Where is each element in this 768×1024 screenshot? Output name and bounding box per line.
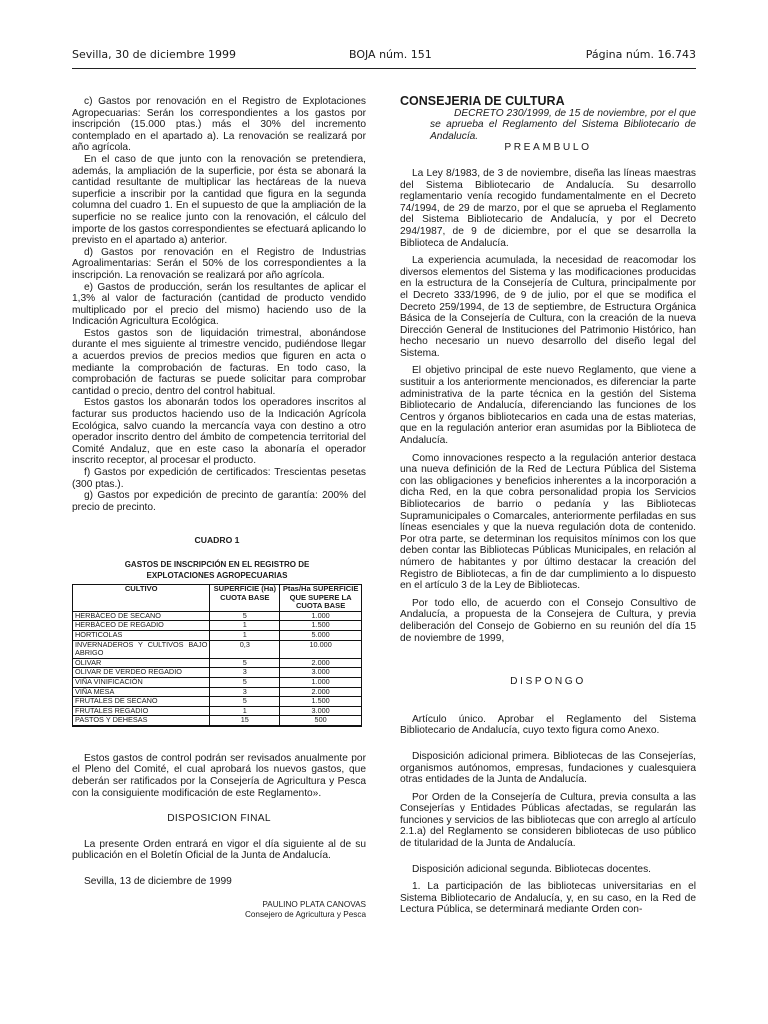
column-header: CULTIVO <box>73 584 210 611</box>
table-cell: 0,3 <box>210 640 280 658</box>
paragraph: Disposición adicional primera. Bibliotecas de las Consejerías, organismos autónomos, empresas, fundaciones y cualesquiera otras entidades de la Junta de Andalucía. <box>400 750 696 786</box>
paragraph: Por todo ello, de acuerdo con el Consejo Consultivo de Andalucía, a propuesta de la Consejera de Cultura, y previa deliberación del Consejo de Gobierno en su reunión del día 15 de noviembre de 1999, <box>400 597 696 644</box>
paragraph: g) Gastos por expedición de precinto de garantía: 200% del precio de precinto. <box>72 490 366 513</box>
decree-title: DECRETO 230/1999, de 15 de noviembre, por el que se aprueba el Reglamento del Sistema Bibliotecario de Andalucía. <box>430 107 696 142</box>
table-subtitle-line: EXPLOTACIONES AGROPECUARIAS <box>146 570 288 580</box>
table-cell: 3 <box>210 668 280 678</box>
table-cell: INVERNADEROS Y CULTIVOS BAJO ABRIGO <box>73 640 210 658</box>
table-cell: HORTICOLAS <box>73 630 210 640</box>
table-cell: HERBÁCEO DE REGADIO <box>73 621 210 631</box>
table-cell: 2.000 <box>280 687 362 697</box>
table-cell: 1 <box>210 621 280 631</box>
header-bulletin-number: BOJA núm. 151 <box>349 48 432 61</box>
table-cell: 5 <box>210 611 280 621</box>
paragraph: Por Orden de la Consejería de Cultura, previa consulta a las Consejerías y Entidades Públicas afectadas, se regularán las funciones y servicios de las bibliotecas que con arreglo al artículo 2.1.a) del Reglamento se consideren bibliotecas de uso público de titularidad de la Junta de Andalucía. <box>400 791 696 850</box>
table-row <box>73 640 362 658</box>
paragraph: d) Gastos por renovación en el Registro de Industrias Agroalimentarias: Serán el 50% de los correspondientes a la inscripción. La renovación se realizará por año agrícola. <box>72 246 366 281</box>
paragraph: Disposición adicional segunda. Bibliotecas docentes. <box>412 863 651 875</box>
paragraph: Como innovaciones respecto a la regulación anterior destaca una nueva definición de la Red de Lectura Pública del Sistema con las obligaciones y beneficios inherentes a la incorporación a dicha Red, en la que cobra personalidad propia los Servicios Bibliotecarios de barrio o pedanía y las Bibliotecas Supramunicipales o Comarcales, anteriormente perfiladas en sus líneas esenciales y que la nueva regulación dota de contenido. Por otra parte, se determinan los requisitos mínimos con los que deben contar las Bibliotecas Públicas Municipales, en relación al número de habitantes y por último destacar la creación del Registro de Bibliotecas, a fin de dar cumplimiento a lo dispuesto en el artículo 3 de la Ley de Bibliotecas. <box>400 452 696 592</box>
table-row <box>73 716 362 726</box>
paragraph: Estos gastos los abonarán todos los operadores inscritos al facturar sus productos haciendo uso de la Indicación Agrícola Ecológica, salvo cuando la mercancía vaya con destino a otro operador inscrito dentro del ámbito de competencia territorial del Comité Andaluz, que en este caso la abonaría el operador inscrito receptor, al procesar el producto. <box>72 397 366 467</box>
table-row <box>73 677 362 687</box>
table-cell: 5 <box>210 697 280 707</box>
paragraph: c) Gastos por renovación en el Registro de Explotaciones Agropecuarias: Serán los correspondientes a los gastos por inscripción (15.000 ptas.) más el 30% del incremento contemplado en el apartado a). La renovación se realizará por año agrícola. <box>72 96 366 154</box>
section-heading: DISPOSICION FINAL <box>167 813 271 825</box>
header-page-number: Página núm. 16.743 <box>585 48 696 61</box>
paragraph: 1. La participación de las bibliotecas universitarias en el Sistema Bibliotecario de Andalucía, y, en su caso, en la Red de Lectura Pública, se determinará mediante Orden con- <box>400 881 696 916</box>
table-subtitle-line: GASTOS DE INSCRIPCIÓN EN EL REGISTRO DE <box>124 559 310 569</box>
dispongo-heading: DISPONGO <box>510 676 586 688</box>
table-cell: 5.000 <box>280 630 362 640</box>
right-column <box>400 96 696 916</box>
fees-table <box>72 584 362 727</box>
signature-name: PAULINO PLATA CANOVAS <box>262 899 366 909</box>
table-cell: OLIVAR DE VERDEO REGADIO <box>73 668 210 678</box>
table-row <box>73 630 362 640</box>
section-title: CONSEJERIA DE CULTURA <box>400 94 565 108</box>
table-subtitle <box>72 559 362 581</box>
table-cell: 10.000 <box>280 640 362 658</box>
paragraph: e) Gastos de producción, serán los resultantes de aplicar el 1,3% al valor de facturación (cantidad de producto vendido multiplicado por el precio del mismo) haciendo uso de la Indicación Agricultura Ecológica. <box>72 281 366 328</box>
paragraph: Artículo único. Aprobar el Reglamento del Sistema Bibliotecario de Andalucía, cuyo texto figura como Anexo. <box>400 713 696 737</box>
table-cell: 15 <box>210 716 280 726</box>
table-cell: 3 <box>210 687 280 697</box>
table-title: CUADRO 1 <box>194 535 240 546</box>
table-row <box>73 697 362 707</box>
left-column <box>72 96 366 920</box>
date-place: Sevilla, 13 de diciembre de 1999 <box>84 876 232 888</box>
page-header <box>72 48 696 66</box>
table-row <box>73 668 362 678</box>
paragraph: f) Gastos por expedición de certificados: Trescientas pesetas (300 ptas.). <box>72 467 366 490</box>
table-cell: HERBÁCEO DE SECANO <box>73 611 210 621</box>
paragraph: La experiencia acumulada, la necesidad de reacomodar los diversos elementos del Sistema y las modificaciones producidas en la estructura de la Consejería de Cultura, principalmente por el Decreto 333/1996, de 9 de julio, por el que se modifica el Decreto 259/1994, de 13 de septiembre, de Estructura Orgánica Básica de la Consejería de Cultura, con la creación de la nueva Dirección General de Instituciones del Patrimonio Histórico, han hecho necesario un nuevo desarrollo del diseño legal del Sistema. <box>400 255 696 359</box>
table-cell: 5 <box>210 658 280 668</box>
paragraph: La presente Orden entrará en vigor el día siguiente al de su publicación en el Boletín Oficial de la Junta de Andalucía. <box>72 838 366 862</box>
table-cell: 3.000 <box>280 668 362 678</box>
table-header-row <box>73 584 362 611</box>
column-header: Ptas/Ha SUPERFICIE QUE SUPERE LA CUOTA BASE <box>280 584 362 611</box>
paragraph: Estos gastos de control podrán ser revisados anualmente por el Pleno del Comité, el cual aprobará los nuevos gastos, que deberán ser ratificados por la Consejería de Agricultura y Pesca con la consiguiente modificación de este Reglamento». <box>72 752 366 799</box>
paragraph: Estos gastos son de liquidación trimestral, abonándose durante el mes siguiente al trimestre vencido, pudiéndose llegar a acuerdos previos de precios medios que figuren en acta o mediante la comprobación de facturas. En todo caso, la comprobación de facturas se puede solicitar para comprobar cantidad o precio, dentro del control habitual. <box>72 327 366 397</box>
paragraph: En el caso de que junto con la renovación se pretendiera, además, la ampliación de la superficie, por ésta se abonará la cantidad resultante de multiplicar las hectáreas de la nueva superficie a inscribir por la cantidad que figura en la segunda columna del cuadro 1. En el supuesto de que la ampliación de la superficie no se realice junto con la renovación, el cálculo del importe de los gastos correspondientes se efectuará aplicando lo previsto en el apartado a) anterior. <box>72 153 366 247</box>
header-rule <box>72 68 696 69</box>
table-cell: 1.500 <box>280 621 362 631</box>
header-date: Sevilla, 30 de diciembre 1999 <box>72 48 237 61</box>
table-cell: 3.000 <box>280 706 362 716</box>
column-header: SUPERFICIE (Ha) CUOTA BASE <box>210 584 280 611</box>
table-cell: 1.000 <box>280 677 362 687</box>
table-cell: 5 <box>210 677 280 687</box>
table-cell: 1 <box>210 630 280 640</box>
table-cell: FRUTALES DE SECANO <box>73 697 210 707</box>
table-row <box>73 621 362 631</box>
table-cell: VIÑA VINIFICACIÓN <box>73 677 210 687</box>
table-cell: 1.000 <box>280 611 362 621</box>
cuadro-1 <box>72 535 362 727</box>
table-cell: 1.500 <box>280 697 362 707</box>
paragraph: El objetivo principal de este nuevo Reglamento, que viene a sustituir a los anteriormente mencionados, es diferenciar la parte administrativa de la parte técnica en la gestión del Sistema Bibliotecario de Andalucía, diferenciando las funciones de los Centros y órganos bibliotecarios en cada una de estas materias, que en la regulación anterior eran asumidas por la Biblioteca de Andalucía. <box>400 365 696 447</box>
table-cell: 2.000 <box>280 658 362 668</box>
paragraph: La Ley 8/1983, de 3 de noviembre, diseña las líneas maestras del Sistema Bibliotecario de Andalucía. Su desarrollo reglamentario venía recogido fundamentalmente en el Decreto 74/1994, de 29 de marzo, por el que se aprueba el Reglamento del Sistema Bibliotecario de Andalucía, y por el Decreto 294/1987, de 9 de diciembre, por el que se desarrolla la Biblioteca de Andalucía. <box>400 167 696 249</box>
table-cell: PASTOS Y DEHESAS <box>73 716 210 726</box>
table-cell: OLIVAR <box>73 658 210 668</box>
signature-title: Consejero de Agricultura y Pesca <box>244 909 366 919</box>
preamble-heading: PREAMBULO <box>504 142 592 154</box>
table-cell: 500 <box>280 716 362 726</box>
table-cell: FRUTALES REGADIO <box>73 706 210 716</box>
table-cell: 1 <box>210 706 280 716</box>
table-cell: VIÑA MESA <box>73 687 210 697</box>
